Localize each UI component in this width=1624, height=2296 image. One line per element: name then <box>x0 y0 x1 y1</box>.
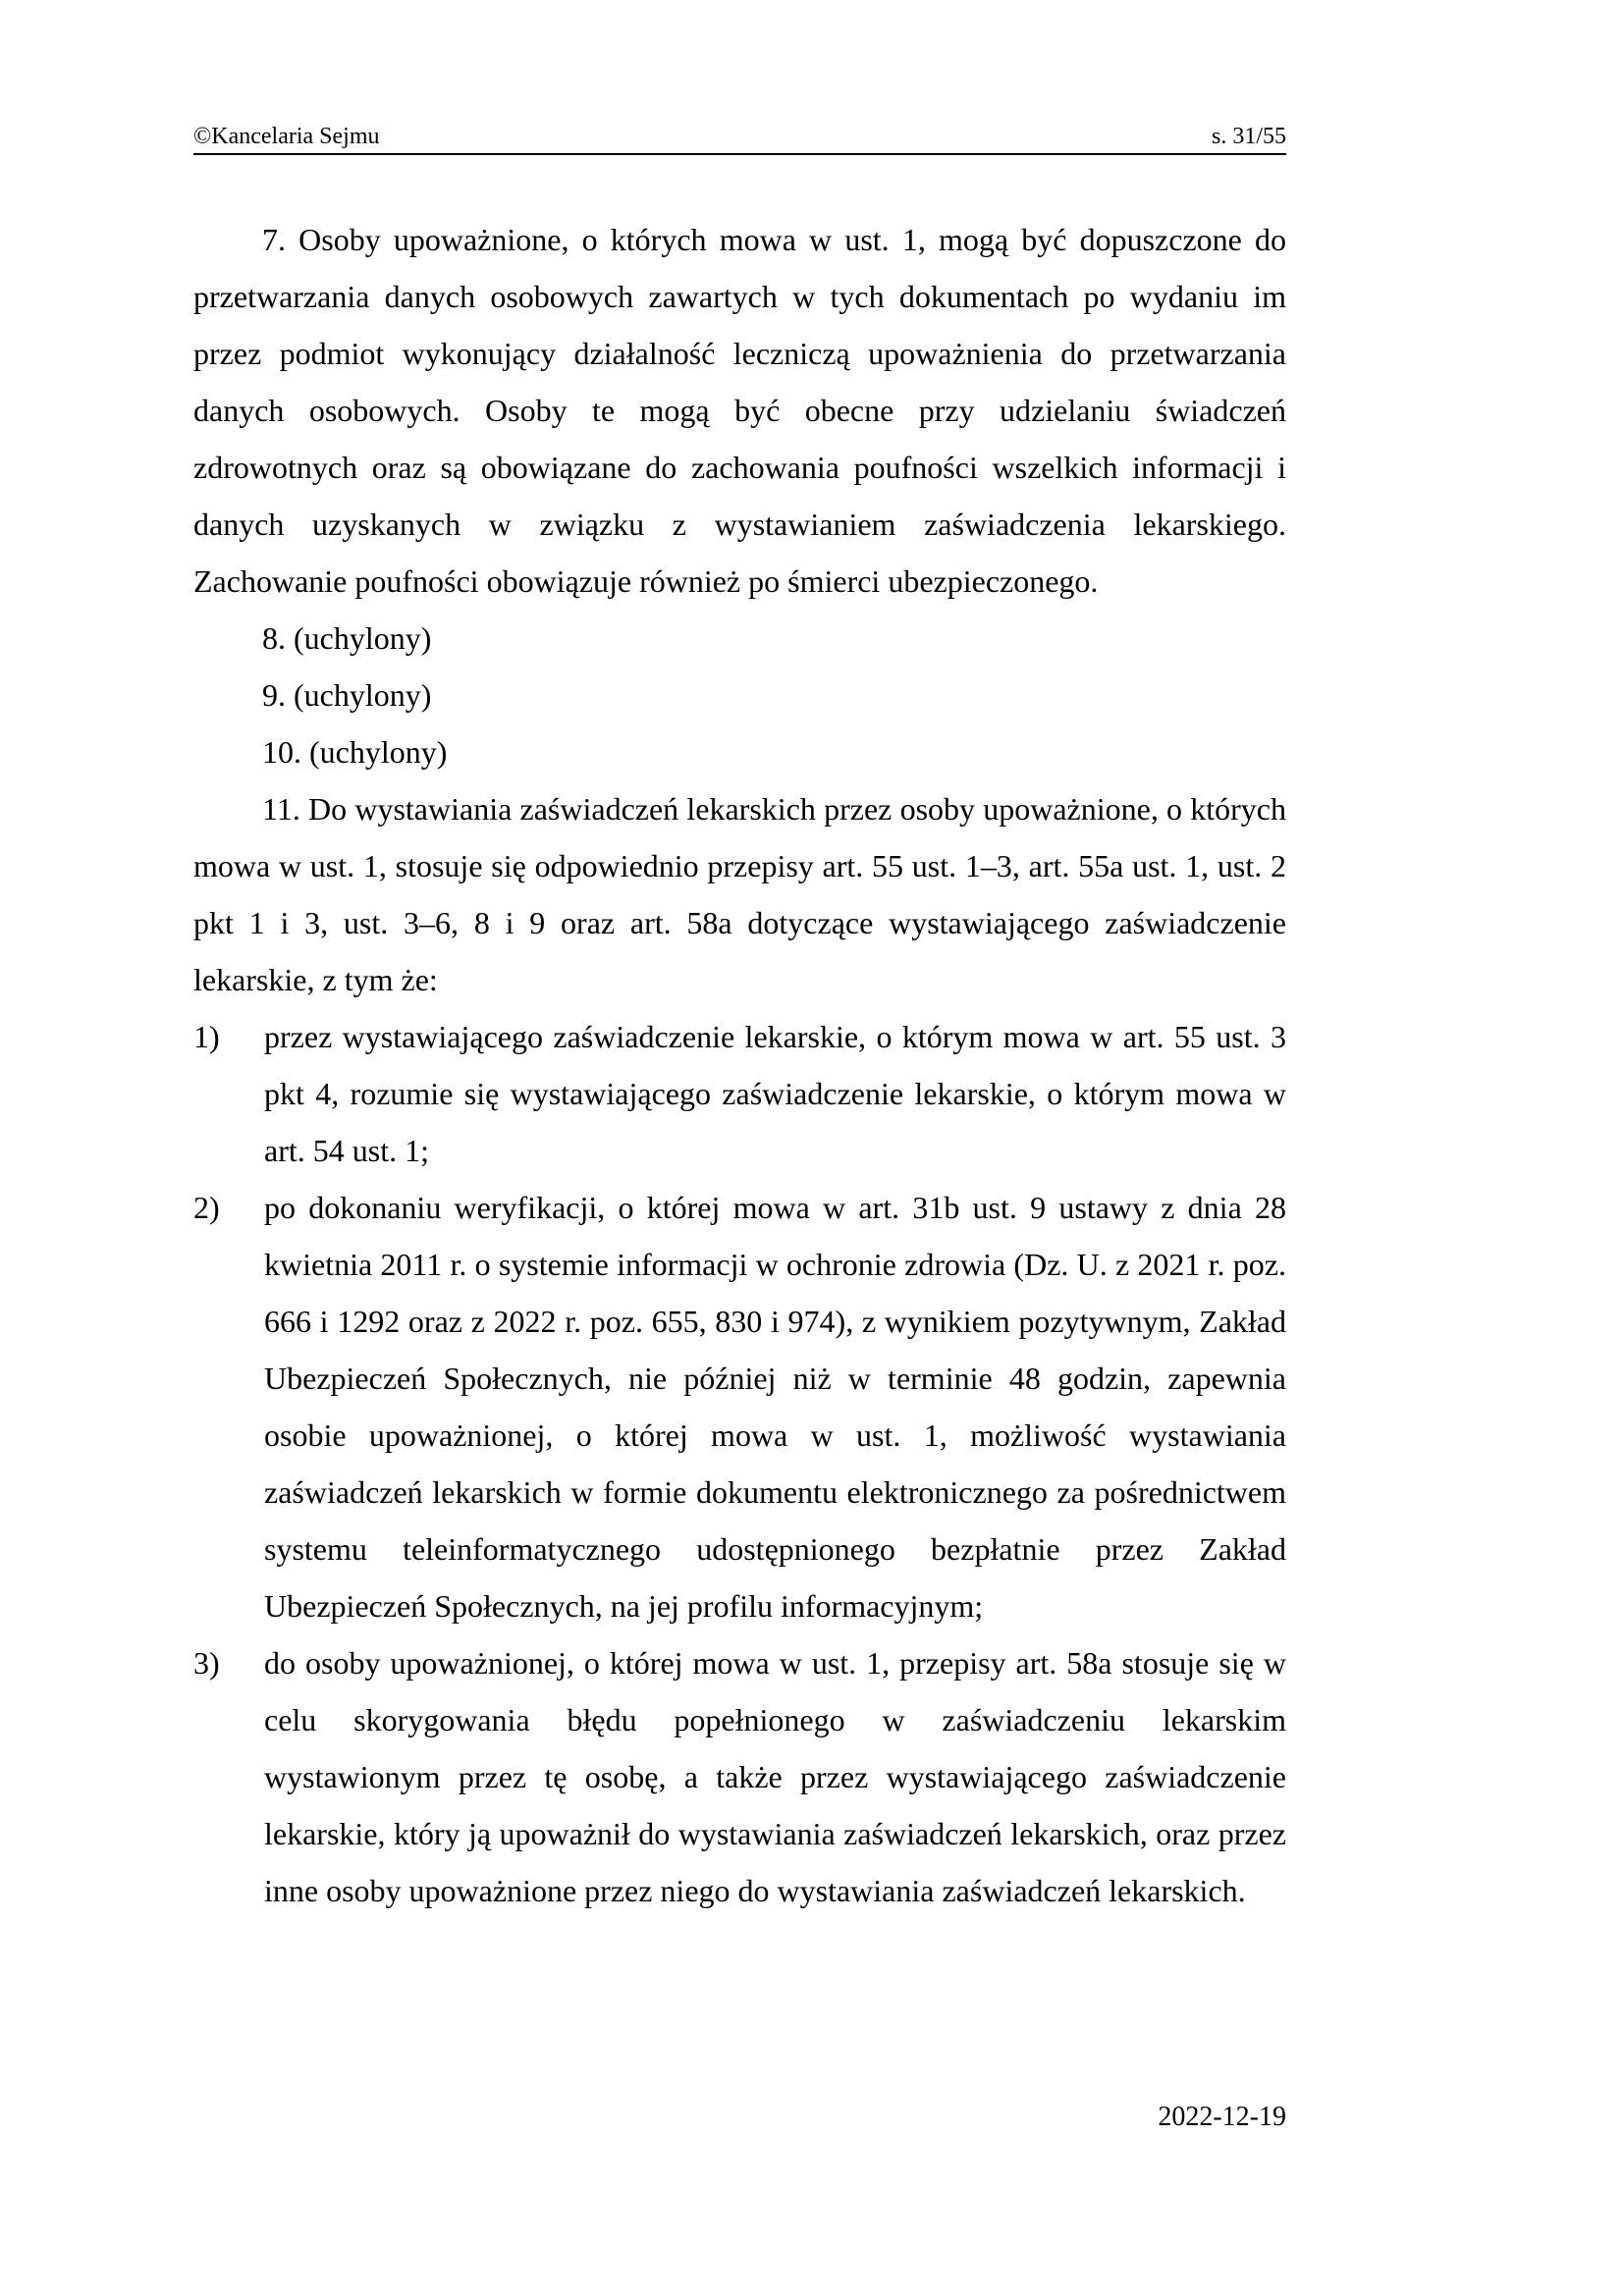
list-item-number: 3) <box>193 1645 220 1681</box>
list-item-2 <box>193 1179 1286 1634</box>
list-item-number: 2) <box>193 1190 220 1225</box>
list-item-text: przez wystawiającego zaświadczenie lekarskie, o którym mowa w art. 55 ust. 3 pkt 4, rozumie się wystawiającego zaświadczenie lekarskie, o którym mowa w art. 54 ust. 1; <box>264 1019 1286 1168</box>
list-item-text: po dokonaniu weryfikacji, o której mowa w art. 31b ust. 9 ustawy z dnia 28 kwietnia 2011 r. o systemie informacji w ochronie zdrowia (Dz. U. z 2021 r. poz. 666 i 1292 oraz z 2022 r. poz. 655, 830 i 974), z wynikiem pozytywnym, Zakład Ubezpieczeń Społecznych, nie później niż w terminie 48 godzin, zapewnia osobie upoważnionej, o której mowa w ust. 1, możliwość wystawiania zaświadczeń lekarskich w formie dokumentu elektronicznego za pośrednictwem systemu teleinformatycznego udostępnionego bezpłatnie przez Zakład Ubezpieczeń Społecznych, na jej profilu informacyjnym; <box>264 1190 1286 1624</box>
paragraph-11: 11. Do wystawiania zaświadczeń lekarskich przez osoby upoważnione, o których mowa w ust. 1, stosuje się odpowiednio przepisy art. 55 ust. 1–3, art. 55a ust. 1, ust. 2 pkt 1 i 3, ust. 3–6, 8 i 9 oraz art. 58a dotyczące wystawiającego zaświadczenie lekarskie, z tym że: <box>193 791 1286 997</box>
paragraph-10: 10. (uchylony) <box>262 734 448 770</box>
list-item-number: 1) <box>193 1019 220 1054</box>
header-copyright: ©Kancelaria Sejmu <box>193 124 380 149</box>
header-page-number: s. 31/55 <box>1211 124 1286 149</box>
footer-date: 2022-12-19 <box>1158 2102 1286 2132</box>
list-item-text: do osoby upoważnionej, o której mowa w ust. 1, przepisy art. 58a stosuje się w celu skorygowania błędu popełnionego w zaświadczeniu lekarskim wystawionym przez tę osobę, a także przez wystawiającego zaświadczenie lekarskie, który ją upoważnił do wystawiania zaświadczeń lekarskich, oraz przez inne osoby upoważnione przez niego do wystawiania zaświadczeń lekarskich. <box>264 1645 1286 1908</box>
paragraph-9: 9. (uchylony) <box>262 677 432 713</box>
list-item-3 <box>193 1634 1286 1919</box>
document-body <box>193 211 1286 1919</box>
paragraph-7: 7. Osoby upoważnione, o których mowa w ust. 1, mogą być dopuszczone do przetwarzania danych osobowych zawartych w tych dokumentach po wydaniu im przez podmiot wykonujący działalność leczniczą upoważnienia do przetwarzania danych osobowych. Osoby te mogą być obecne przy udzielaniu świadczeń zdrowotnych oraz są obowiązane do zachowania poufności wszelkich informacji i danych uzyskanych w związku z wystawianiem zaświadczenia lekarskiego. Zachowanie poufności obowiązuje również po śmierci ubezpieczonego. <box>193 222 1286 599</box>
page-header <box>193 122 1286 155</box>
paragraph-8: 8. (uchylony) <box>262 620 432 656</box>
list-item-1 <box>193 1008 1286 1179</box>
